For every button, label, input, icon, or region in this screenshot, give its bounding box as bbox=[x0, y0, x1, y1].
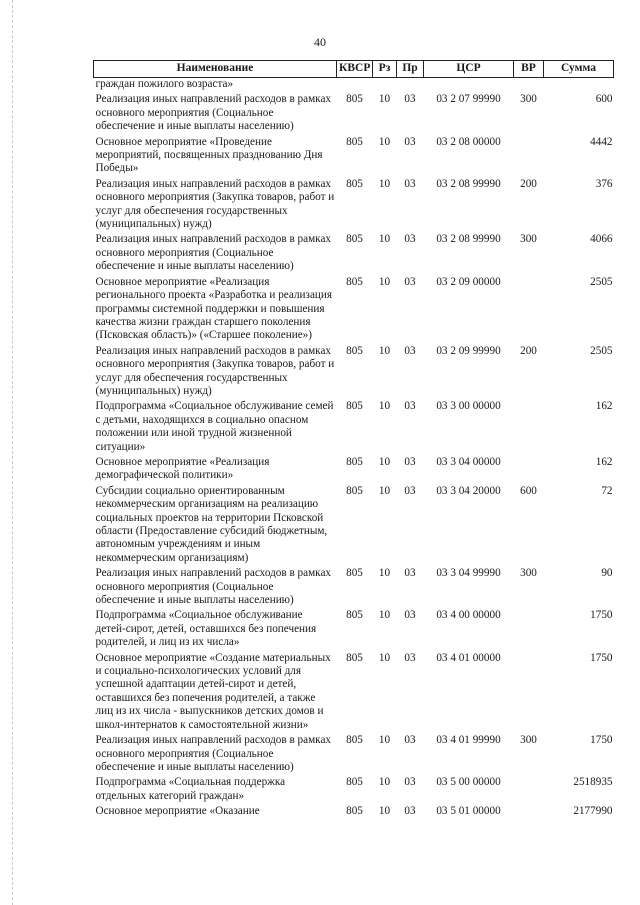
cell-name: Реализация иных направлений расходов в рамках основного мероприятия (Социальное обеспечение и иные выплаты населению) bbox=[95, 233, 332, 273]
cell-name: Субсидии социально ориентированным некоммерческим организациям на реализацию социальных проектов на территории Псковской области (Предоставление субсидий бюджетным, автономным учреждениям и иным некоммерческим организациям) bbox=[95, 484, 328, 564]
cell-name: Подпрограмма «Социальное обслуживание семей с детьми, находящихся в социально опасном положении или иной трудной жизненной ситуации» bbox=[95, 400, 334, 453]
cell-kvsr: 805 bbox=[346, 484, 363, 497]
cell-vr bbox=[514, 805, 544, 820]
cell-csr: 03 2 08 99990 bbox=[436, 177, 501, 190]
cell-name: Основное мероприятие «Проведение мероприятий, посвященных празднованию Дня Победы» bbox=[95, 135, 323, 175]
cell-name: Реализация иных направлений расходов в рамках основного мероприятия (Социальное обеспечение и иные выплаты населению) bbox=[95, 567, 332, 607]
table-row bbox=[94, 609, 614, 651]
header-pr: Пр bbox=[397, 61, 424, 78]
cell-name: Реализация иных направлений расходов в рамках основного мероприятия (Социальное обеспечение и иные выплаты населению) bbox=[95, 93, 332, 133]
table-header-row bbox=[94, 61, 614, 78]
header-kvsr: КВСР bbox=[337, 61, 373, 78]
table-row bbox=[94, 276, 614, 345]
cell-kvsr: 805 bbox=[346, 135, 363, 148]
cell-pr: 03 bbox=[404, 344, 416, 357]
table-row bbox=[94, 400, 614, 456]
cell-rz: 10 bbox=[378, 400, 391, 413]
cell-kvsr: 805 bbox=[346, 734, 363, 747]
header-csr: ЦСР bbox=[424, 61, 514, 78]
cell-sum: 1750 bbox=[590, 734, 613, 747]
cell-csr bbox=[424, 78, 514, 94]
scan-edge-line bbox=[12, 0, 13, 905]
cell-csr: 03 2 07 99990 bbox=[436, 93, 501, 106]
cell-rz: 10 bbox=[378, 651, 391, 664]
cell-rz: 10 bbox=[378, 135, 391, 148]
cell-sum: 162 bbox=[595, 455, 613, 468]
cell-vr bbox=[514, 78, 544, 94]
cell-vr: 200 bbox=[520, 344, 537, 357]
cell-csr: 03 2 08 00000 bbox=[436, 135, 501, 148]
cell-pr: 03 bbox=[404, 455, 416, 468]
cell-csr: 03 2 09 00000 bbox=[436, 275, 501, 288]
table-row bbox=[94, 345, 614, 401]
cell-rz: 10 bbox=[378, 344, 391, 357]
header-sum: Сумма bbox=[544, 61, 614, 78]
cell-sum: 600 bbox=[595, 93, 613, 106]
cell-vr: 300 bbox=[520, 567, 537, 580]
cell-pr: 03 bbox=[404, 275, 416, 288]
cell-kvsr bbox=[337, 78, 373, 94]
cell-vr bbox=[514, 456, 544, 485]
cell-csr: 03 5 01 00000 bbox=[436, 805, 501, 818]
table-row bbox=[94, 233, 614, 275]
cell-kvsr: 805 bbox=[346, 275, 363, 288]
cell-sum: 72 bbox=[601, 484, 613, 497]
cell-sum: 2505 bbox=[590, 344, 613, 357]
cell-pr: 03 bbox=[404, 177, 416, 190]
cell-pr: 03 bbox=[404, 93, 416, 106]
cell-rz: 10 bbox=[378, 233, 391, 246]
table-row bbox=[94, 93, 614, 135]
cell-sum: 2177990 bbox=[573, 805, 613, 818]
cell-vr bbox=[514, 276, 544, 345]
cell-pr: 03 bbox=[404, 776, 416, 789]
table-row bbox=[94, 805, 614, 820]
cell-kvsr: 805 bbox=[346, 609, 363, 622]
cell-name: Подпрограмма «Социальное обслуживание детей-сирот, детей, оставшихся без попечения родителей, и лиц из их числа» bbox=[95, 609, 317, 649]
cell-pr: 03 bbox=[404, 484, 416, 497]
cell-csr: 03 2 08 99990 bbox=[436, 233, 501, 246]
table-row bbox=[94, 78, 614, 94]
cell-kvsr: 805 bbox=[346, 776, 363, 789]
cell-kvsr: 805 bbox=[346, 805, 363, 818]
page-number: 40 bbox=[314, 35, 326, 49]
cell-sum bbox=[544, 78, 614, 94]
cell-rz: 10 bbox=[378, 609, 391, 622]
cell-vr: 200 bbox=[520, 177, 537, 190]
cell-sum: 4442 bbox=[590, 135, 613, 148]
cell-sum: 90 bbox=[601, 567, 613, 580]
cell-sum: 2518935 bbox=[573, 776, 613, 789]
cell-rz: 10 bbox=[378, 275, 391, 288]
cell-pr: 03 bbox=[404, 651, 416, 664]
table-row bbox=[94, 456, 614, 485]
cell-vr bbox=[514, 136, 544, 178]
cell-rz: 10 bbox=[378, 776, 391, 789]
table-row bbox=[94, 178, 614, 234]
cell-rz: 10 bbox=[378, 734, 391, 747]
cell-pr: 03 bbox=[404, 805, 416, 818]
cell-kvsr: 805 bbox=[346, 455, 363, 468]
cell-pr: 03 bbox=[404, 734, 416, 747]
cell-rz: 10 bbox=[378, 455, 391, 468]
cell-kvsr: 805 bbox=[346, 177, 363, 190]
header-vr: ВР bbox=[514, 61, 544, 78]
cell-pr: 03 bbox=[404, 609, 416, 622]
cell-kvsr: 805 bbox=[346, 567, 363, 580]
cell-vr: 300 bbox=[520, 93, 537, 106]
header-rz: Рз bbox=[373, 61, 397, 78]
table-row bbox=[94, 485, 614, 567]
cell-rz bbox=[373, 78, 397, 94]
cell-sum: 2505 bbox=[590, 275, 613, 288]
cell-csr: 03 2 09 99990 bbox=[436, 344, 501, 357]
cell-pr bbox=[397, 78, 424, 94]
cell-name: Основное мероприятие «Реализация регионального проекта «Разработка и реализация программы системной поддержки и повышения качества жизни граждан старшего поколения (Псковская область)» («Старшее поколение») bbox=[95, 275, 333, 342]
cell-vr: 300 bbox=[520, 233, 537, 246]
cell-pr: 03 bbox=[404, 400, 416, 413]
cell-kvsr: 805 bbox=[346, 400, 363, 413]
cell-csr: 03 3 00 00000 bbox=[436, 400, 501, 413]
cell-sum: 1750 bbox=[590, 609, 613, 622]
cell-csr: 03 4 01 00000 bbox=[436, 651, 501, 664]
cell-vr bbox=[514, 652, 544, 734]
cell-kvsr: 805 bbox=[346, 651, 363, 664]
cell-kvsr: 805 bbox=[346, 93, 363, 106]
cell-name: Основное мероприятие «Оказание bbox=[95, 805, 260, 818]
cell-vr bbox=[514, 400, 544, 456]
cell-rz: 10 bbox=[378, 567, 391, 580]
cell-sum: 162 bbox=[595, 400, 613, 413]
cell-csr: 03 3 04 99990 bbox=[436, 567, 501, 580]
cell-sum: 1750 bbox=[590, 651, 613, 664]
cell-pr: 03 bbox=[404, 567, 416, 580]
cell-rz: 10 bbox=[378, 93, 391, 106]
cell-csr: 03 4 00 00000 bbox=[436, 609, 501, 622]
table-row bbox=[94, 567, 614, 609]
cell-csr: 03 4 01 99990 bbox=[436, 734, 501, 747]
cell-sum: 4066 bbox=[590, 233, 613, 246]
cell-name: Реализация иных направлений расходов в рамках основного мероприятия (Закупка товаров, работ и услуг для обеспечения государственных (муниципальных) нужд) bbox=[95, 344, 335, 397]
cell-name: Основное мероприятие «Реализация демографической политики» bbox=[95, 455, 270, 482]
cell-name: Реализация иных направлений расходов в рамках основного мероприятия (Социальное обеспечение и иные выплаты населению) bbox=[95, 734, 332, 773]
cell-vr: 300 bbox=[520, 734, 537, 747]
cell-csr: 03 3 04 00000 bbox=[436, 455, 501, 468]
header-name: Наименование bbox=[94, 61, 337, 78]
table-body bbox=[94, 78, 614, 821]
cell-vr bbox=[514, 609, 544, 651]
table-row bbox=[94, 136, 614, 178]
cell-pr: 03 bbox=[404, 233, 416, 246]
table-row bbox=[94, 652, 614, 734]
cell-csr: 03 5 00 00000 bbox=[436, 776, 501, 789]
table-row bbox=[94, 776, 614, 805]
cell-pr: 03 bbox=[404, 135, 416, 148]
cell-csr: 03 3 04 20000 bbox=[436, 484, 501, 497]
budget-table bbox=[93, 60, 614, 821]
cell-name: Основное мероприятие «Создание материальных и социально-психологических условий для успешной адаптации детей-сирот и детей, оставшихся без попечения родителей, а также лиц из их числа - выпускников детских домов и школ-интернатов к самостоятельной жизни» bbox=[95, 651, 331, 731]
cell-name: граждан пожилого возраста» bbox=[95, 78, 234, 90]
cell-sum: 376 bbox=[595, 177, 613, 190]
cell-vr: 600 bbox=[520, 484, 537, 497]
cell-rz: 10 bbox=[378, 805, 391, 818]
cell-rz: 10 bbox=[378, 177, 391, 190]
cell-name: Реализация иных направлений расходов в рамках основного мероприятия (Закупка товаров, работ и услуг для обеспечения государственных (муниципальных) нужд) bbox=[95, 177, 335, 231]
cell-kvsr: 805 bbox=[346, 344, 363, 357]
cell-name: Подпрограмма «Социальная поддержка отдельных категорий граждан» bbox=[95, 776, 286, 802]
table-row bbox=[94, 734, 614, 776]
cell-rz: 10 bbox=[378, 484, 391, 497]
cell-vr bbox=[514, 776, 544, 805]
cell-kvsr: 805 bbox=[346, 233, 363, 246]
